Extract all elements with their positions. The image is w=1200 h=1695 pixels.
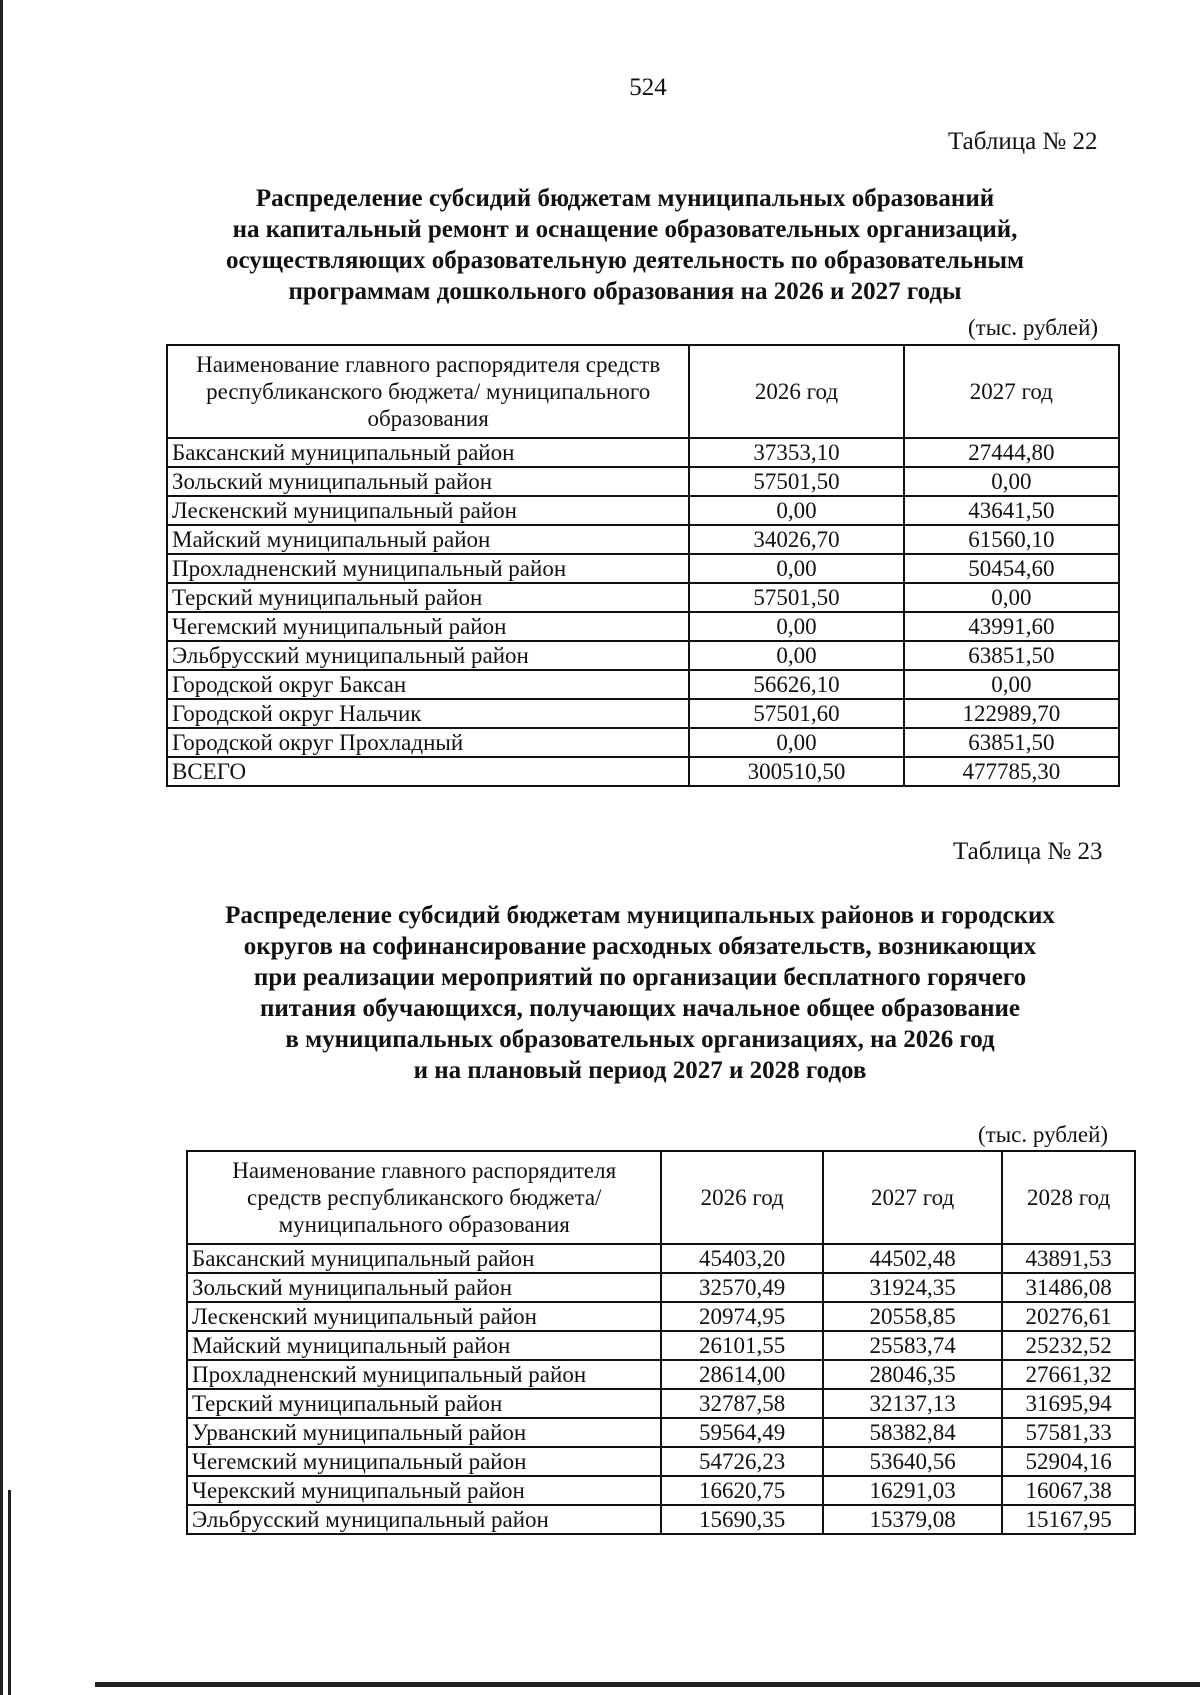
table-row — [167, 467, 1119, 496]
value-v2028: 43891,53 — [1002, 1244, 1135, 1273]
row-name: Лескенский муниципальный район — [167, 496, 689, 525]
table-row — [167, 583, 1119, 612]
table-row — [167, 728, 1119, 757]
scan-edge-left — [0, 0, 3, 1695]
value-v2028: 25232,52 — [1002, 1331, 1135, 1360]
row-name: Терский муниципальный район — [187, 1389, 661, 1418]
table22-title-line: на капитальный ремонт и оснащение образовательных организаций, — [232, 216, 1018, 243]
table-row — [187, 1505, 1135, 1534]
value-v2026: 56626,10 — [689, 670, 903, 699]
value-v2028: 31486,08 — [1002, 1273, 1135, 1302]
row-name: Прохладненский муниципальный район — [187, 1360, 661, 1389]
value-v2026: 32787,58 — [661, 1389, 822, 1418]
value-v2027: 0,00 — [904, 467, 1119, 496]
table-row — [187, 1418, 1135, 1447]
row-name: Майский муниципальный район — [167, 525, 689, 554]
table22-title-line: осуществляющих образовательную деятельность по образовательным — [225, 247, 1025, 274]
value-v2026: 20974,95 — [661, 1302, 822, 1331]
row-name: Зольский муниципальный район — [187, 1273, 661, 1302]
row-name: Эльбрусский муниципальный район — [187, 1505, 661, 1534]
table23-title-line: питания обучающихся, получающих начальное общее образование — [259, 995, 1021, 1022]
value-v2028: 31695,94 — [1002, 1389, 1135, 1418]
value-v2027: 43641,50 — [904, 496, 1119, 525]
table22-header-name: Наименование главного распорядителя средств республиканского бюджета/ муниципального образования — [167, 345, 689, 438]
value-v2026: 0,00 — [689, 728, 903, 757]
table-row — [187, 1447, 1135, 1476]
table-row — [187, 1331, 1135, 1360]
value-v2027: 53640,56 — [823, 1447, 1002, 1476]
value-v2026: 0,00 — [689, 496, 903, 525]
table-row — [187, 1476, 1135, 1505]
table23-title-line: в муниципальных образовательных организациях, на 2026 год — [285, 1026, 995, 1053]
value-v2027: 63851,50 — [904, 641, 1119, 670]
table-row — [187, 1302, 1135, 1331]
table-row — [187, 1389, 1135, 1418]
value-v2028: 27661,32 — [1002, 1360, 1135, 1389]
value-v2026: 32570,49 — [661, 1273, 822, 1302]
value-v2026: 45403,20 — [661, 1244, 822, 1273]
value-v2027: 20558,85 — [823, 1302, 1002, 1331]
row-name: Майский муниципальный район — [187, 1331, 661, 1360]
table23 — [186, 1150, 1136, 1535]
row-name: Эльбрусский муниципальный район — [167, 641, 689, 670]
value-v2027: 0,00 — [904, 670, 1119, 699]
table22-units: (тыс. рублей) — [968, 315, 1099, 340]
value-v2026: 57501,60 — [689, 699, 903, 728]
value-v2027: 0,00 — [904, 583, 1119, 612]
row-name: Баксанский муниципальный район — [187, 1244, 661, 1273]
value-v2026: 16620,75 — [661, 1476, 822, 1505]
table-row-total — [167, 757, 1119, 786]
table-row — [167, 641, 1119, 670]
value-v2027: 31924,35 — [823, 1273, 1002, 1302]
value-v2027: 43991,60 — [904, 612, 1119, 641]
row-name: Городской округ Прохладный — [167, 728, 689, 757]
value-v2027: 61560,10 — [904, 525, 1119, 554]
row-name: Чегемский муниципальный район — [167, 612, 689, 641]
table23-title-line: и на плановый период 2027 и 2028 годов — [413, 1057, 867, 1084]
row-name: Черекский муниципальный район — [187, 1476, 661, 1505]
table-row — [167, 554, 1119, 583]
value-v2027: 32137,13 — [823, 1389, 1002, 1418]
table23-header-2027: 2027 год — [823, 1151, 1002, 1244]
table22-title-line: программам дошкольного образования на 2026 и 2027 годы — [288, 278, 962, 305]
table-row — [167, 496, 1119, 525]
table23-title — [160, 900, 1120, 1086]
value-v2027: 477785,30 — [904, 757, 1119, 786]
value-v2026: 37353,10 — [689, 438, 903, 467]
row-name: Городской округ Нальчик — [167, 699, 689, 728]
table22-label: Таблица № 22 — [948, 128, 1098, 155]
value-v2026: 26101,55 — [661, 1331, 822, 1360]
table23-header-2026: 2026 год — [661, 1151, 822, 1244]
value-v2026: 0,00 — [689, 641, 903, 670]
table23-label: Таблица № 23 — [953, 838, 1103, 865]
table22-header-2027: 2027 год — [904, 345, 1119, 438]
row-name: Прохладненский муниципальный район — [167, 554, 689, 583]
row-name: Городской округ Баксан — [167, 670, 689, 699]
value-v2027: 25583,74 — [823, 1331, 1002, 1360]
table-row — [167, 612, 1119, 641]
value-v2027: 27444,80 — [904, 438, 1119, 467]
table23-units: (тыс. рублей) — [978, 1122, 1109, 1147]
scan-edge-left-inner — [8, 1490, 11, 1695]
value-v2027: 58382,84 — [823, 1418, 1002, 1447]
value-v2027: 28046,35 — [823, 1360, 1002, 1389]
value-v2027: 63851,50 — [904, 728, 1119, 757]
page-number: 524 — [629, 74, 667, 101]
table22-title — [150, 183, 1100, 307]
value-v2026: 300510,50 — [689, 757, 903, 786]
table22-title-line: Распределение субсидий бюджетам муниципальных образований — [255, 185, 995, 212]
value-v2027: 15379,08 — [823, 1505, 1002, 1534]
value-v2027: 122989,70 — [904, 699, 1119, 728]
table23-title-line: при реализации мероприятий по организации бесплатного горячего — [253, 964, 1027, 991]
table-row — [167, 438, 1119, 467]
value-v2026: 34026,70 — [689, 525, 903, 554]
table-row — [187, 1244, 1135, 1273]
value-v2028: 15167,95 — [1002, 1505, 1135, 1534]
table23-title-line: Распределение субсидий бюджетам муниципальных районов и городских — [225, 902, 1055, 929]
table-row — [187, 1273, 1135, 1302]
value-v2028: 57581,33 — [1002, 1418, 1135, 1447]
value-v2027: 44502,48 — [823, 1244, 1002, 1273]
value-v2026: 28614,00 — [661, 1360, 822, 1389]
row-name: Терский муниципальный район — [167, 583, 689, 612]
table-row — [167, 525, 1119, 554]
value-v2027: 16291,03 — [823, 1476, 1002, 1505]
scan-edge-bottom — [95, 1682, 1200, 1687]
table22 — [166, 344, 1120, 787]
table23-title-line: округов на софинансирование расходных обязательств, возникающих — [243, 933, 1037, 960]
value-v2026: 15690,35 — [661, 1505, 822, 1534]
value-v2028: 52904,16 — [1002, 1447, 1135, 1476]
value-v2026: 0,00 — [689, 554, 903, 583]
table-row — [167, 699, 1119, 728]
value-v2028: 20276,61 — [1002, 1302, 1135, 1331]
table-row — [167, 670, 1119, 699]
row-name: Урванский муниципальный район — [187, 1418, 661, 1447]
value-v2028: 16067,38 — [1002, 1476, 1135, 1505]
row-name: Чегемский муниципальный район — [187, 1447, 661, 1476]
value-v2026: 59564,49 — [661, 1418, 822, 1447]
table22-header-2026: 2026 год — [689, 345, 903, 438]
value-v2026: 57501,50 — [689, 583, 903, 612]
row-name: Баксанский муниципальный район — [167, 438, 689, 467]
value-v2026: 0,00 — [689, 612, 903, 641]
table23-header-2028: 2028 год — [1002, 1151, 1135, 1244]
row-name: Лескенский муниципальный район — [187, 1302, 661, 1331]
value-v2026: 57501,50 — [689, 467, 903, 496]
value-v2026: 54726,23 — [661, 1447, 822, 1476]
value-v2027: 50454,60 — [904, 554, 1119, 583]
row-name: Зольский муниципальный район — [167, 467, 689, 496]
row-name: ВСЕГО — [167, 757, 689, 786]
table23-header-name: Наименование главного распорядителя средств республиканского бюджета/ муниципального образования — [187, 1151, 661, 1244]
table-row — [187, 1360, 1135, 1389]
